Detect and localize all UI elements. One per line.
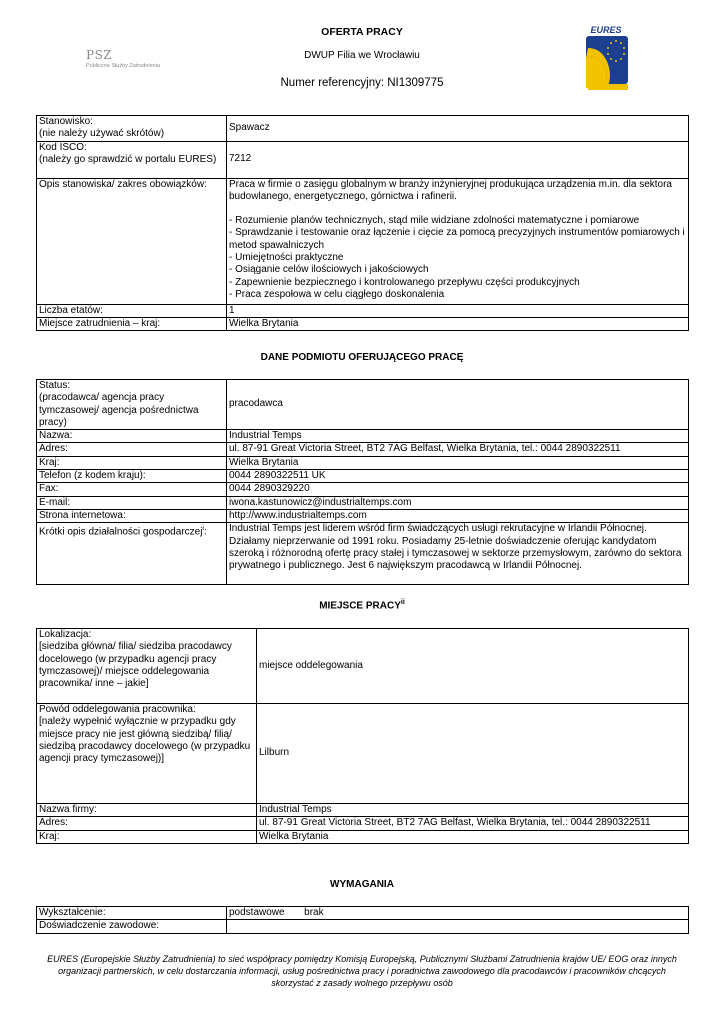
activity-row bbox=[37, 523, 689, 585]
phone-row bbox=[37, 470, 689, 483]
duty-item: - Osiąganie celów ilościowych i jakościowych bbox=[229, 264, 429, 276]
reference-number: Numer referencyjny: NI1309775 bbox=[280, 77, 444, 89]
count-label: Liczba etatów: bbox=[37, 304, 227, 317]
workplace-address-row bbox=[37, 817, 689, 830]
reason-value: Lilburn bbox=[257, 704, 689, 804]
duty-item: - Rozumienie planów technicznych, stąd mile widziane zdolności matematyczne i pomiarowe bbox=[229, 215, 640, 227]
isco-label-cell bbox=[37, 141, 227, 178]
experience-row bbox=[37, 920, 689, 933]
status-value: pracodawca bbox=[227, 380, 689, 430]
education-row bbox=[37, 907, 689, 920]
footnote-marker: ii bbox=[400, 599, 405, 606]
name-value: Industrial Temps bbox=[227, 430, 689, 443]
psz-logo-text: PSZ bbox=[86, 48, 113, 62]
position-value: Spawacz bbox=[227, 116, 689, 142]
work-country-row bbox=[37, 317, 689, 330]
description-row bbox=[37, 178, 689, 304]
status-row bbox=[37, 380, 689, 430]
name-label: Nazwa: bbox=[37, 430, 227, 443]
workplace-heading-text: MIEJSCE PRACY bbox=[319, 600, 401, 612]
website-label: Strona internetowa: bbox=[37, 509, 227, 522]
workplace-country-row bbox=[37, 830, 689, 843]
count-value: 1 bbox=[227, 304, 689, 317]
position-label-cell bbox=[37, 116, 227, 142]
education-value: podstawowe bbox=[229, 907, 285, 918]
isco-note: (należy go sprawdzić w portalu EURES) bbox=[39, 153, 217, 165]
office-name: DWUP Filia we Wrocławiu bbox=[304, 50, 420, 61]
address-row bbox=[37, 443, 689, 456]
requirements-table bbox=[36, 906, 689, 934]
description-intro: Praca w firmie o zasięgu globalnym w branży inżynieryjnej produkująca urządzenia m.in. dla sektora budowlanego, energetycznego, górnictwa i rafinerii. bbox=[229, 178, 672, 202]
status-label: Status: (pracodawca/ agencja pracy tymczasowej/ agencja pośrednictwa pracy) bbox=[37, 380, 227, 430]
address-value: ul. 87-91 Great Victoria Street, BT2 7AG Belfast, Wielka Brytania, tel.: 0044 2890322511 bbox=[227, 443, 689, 456]
isco-label: Kod ISCO: bbox=[39, 141, 87, 153]
document-title: OFERTA PRACY bbox=[321, 26, 403, 38]
activity-label-colon: : bbox=[203, 526, 207, 538]
psz-logo-subtitle: Publiczne Służby Zatrudnienia bbox=[86, 63, 160, 69]
email-row bbox=[37, 496, 689, 509]
company-value: Industrial Temps bbox=[257, 804, 689, 817]
phone-value: 0044 2890322511 UK bbox=[227, 470, 689, 483]
employer-heading: DANE PODMIOTU OFERUJĄCEGO PRACĘ bbox=[260, 352, 464, 363]
description-label: Opis stanowiska/ zakres obowiązków: bbox=[37, 178, 227, 304]
requirements-heading: WYMAGANIA bbox=[330, 879, 394, 890]
footer-note: EURES (Europejskie Służby Zatrudnienia) to sieć współpracy pomiędzy Komisją Europejską, Publicznymi Służbami Zatrudnienia krajów UE/ EOG oraz innych organizacji partnerskich, w celu dostarczania informacji, usług pośrednictwa pracy i poradnictwa zawodowego dla pracodawców i pracowników chcących skorzystać z zasady wolnego przepływu osób bbox=[47, 954, 677, 989]
company-label: Nazwa firmy: bbox=[37, 804, 257, 817]
name-row bbox=[37, 430, 689, 443]
reason-row bbox=[37, 704, 689, 804]
education-value-cell bbox=[227, 907, 689, 920]
offer-table bbox=[36, 115, 689, 331]
activity-value: Industrial Temps jest liderem wśród firm świadczących usługi rekrutacyjne w Irlandii Północnej. Działamy nieprzerwanie od 1991 roku. Posiadamy 25-letnie doświadczenie oferując kandydatom szeroką i różnorodną ofertę pracy stałej i tymczasowej w sektorze przemysłowym, zarówno do sektora prywatnego i publicznego. Jest 6 największym pracodawcą w Irlandii Północnej. bbox=[227, 523, 689, 585]
location-row bbox=[37, 629, 689, 704]
company-row bbox=[37, 804, 689, 817]
country-label: Kraj: bbox=[37, 456, 227, 469]
phone-label: Telefon (z kodem kraju): bbox=[37, 470, 227, 483]
reason-label: Powód oddelegowania pracownika: [należy wypełnić wyłącznie w przypadku gdy miejsce pracy nie jest główną siedzibą/ filią/ siedzibą pracodawcy docelowego (w przypadku agencji pracy tymczasowej)] bbox=[37, 704, 257, 804]
count-row bbox=[37, 304, 689, 317]
location-value: miejsce oddelegowania bbox=[257, 629, 689, 704]
duty-item: - Praca zespołowa w celu ciągłego doskonalenia bbox=[229, 288, 445, 300]
workplace-table bbox=[36, 628, 689, 844]
education-extra: brak bbox=[304, 907, 324, 918]
workplace-address-value: ul. 87-91 Great Victoria Street, BT2 7AG Belfast, Wielka Brytania, tel.: 0044 2890322511 bbox=[257, 817, 689, 830]
footnote-marker: i bbox=[202, 525, 204, 533]
experience-label: Doświadczenie zawodowe: bbox=[37, 920, 227, 933]
country-value: Wielka Brytania bbox=[227, 456, 689, 469]
fax-label: Fax: bbox=[37, 483, 227, 496]
duty-item: - Zapewnienie bezpiecznego i kontrolowanego przepływu części produkcyjnych bbox=[229, 276, 580, 288]
email-value[interactable]: iwona.kastunowicz@industrialtemps.com bbox=[227, 496, 689, 509]
email-label: E-mail: bbox=[37, 496, 227, 509]
workplace-country-label: Kraj: bbox=[37, 830, 257, 843]
workplace-country-value: Wielka Brytania bbox=[257, 830, 689, 843]
activity-label: Krótki opis działalności gospodarczej bbox=[39, 526, 203, 538]
isco-value: 7212 bbox=[227, 141, 689, 178]
workplace-heading bbox=[0, 599, 724, 611]
position-note: (nie należy używać skrótów) bbox=[39, 128, 165, 140]
location-label: Lokalizacja: [siedziba główna/ filia/ siedziba pracodawcy docelowego (w przypadku agencji pracy tymczasowej)/ miejsce oddelegowania pracownika/ inne – jakie] bbox=[37, 629, 257, 704]
experience-value bbox=[227, 920, 689, 933]
duty-item: - Sprawdzanie i testowanie oraz łączenie i cięcie za pomocą precyzyjnych instrumentów pomiarowych i metod spawalniczych bbox=[229, 227, 685, 251]
fax-row bbox=[37, 483, 689, 496]
work-country-label: Miejsce zatrudnienia – kraj: bbox=[37, 317, 227, 330]
country-row bbox=[37, 456, 689, 469]
eures-logo-text: EURES bbox=[590, 25, 622, 35]
address-label: Adres: bbox=[37, 443, 227, 456]
isco-row bbox=[37, 141, 689, 178]
workplace-address-label: Adres: bbox=[37, 817, 257, 830]
position-row bbox=[37, 116, 689, 142]
position-label: Stanowisko: bbox=[39, 116, 93, 127]
employer-table bbox=[36, 379, 689, 585]
work-country-value: Wielka Brytania bbox=[227, 317, 689, 330]
description-value bbox=[227, 178, 689, 304]
education-label: Wykształcenie: bbox=[37, 907, 227, 920]
eures-logo bbox=[578, 24, 634, 92]
website-row bbox=[37, 509, 689, 522]
website-value[interactable]: http://www.industrialtemps.com bbox=[227, 509, 689, 522]
activity-label-cell bbox=[37, 523, 227, 585]
eures-logo-icon bbox=[578, 24, 634, 92]
fax-value: 0044 2890329220 bbox=[227, 483, 689, 496]
duty-item: - Umiejętności praktyczne bbox=[229, 252, 344, 264]
